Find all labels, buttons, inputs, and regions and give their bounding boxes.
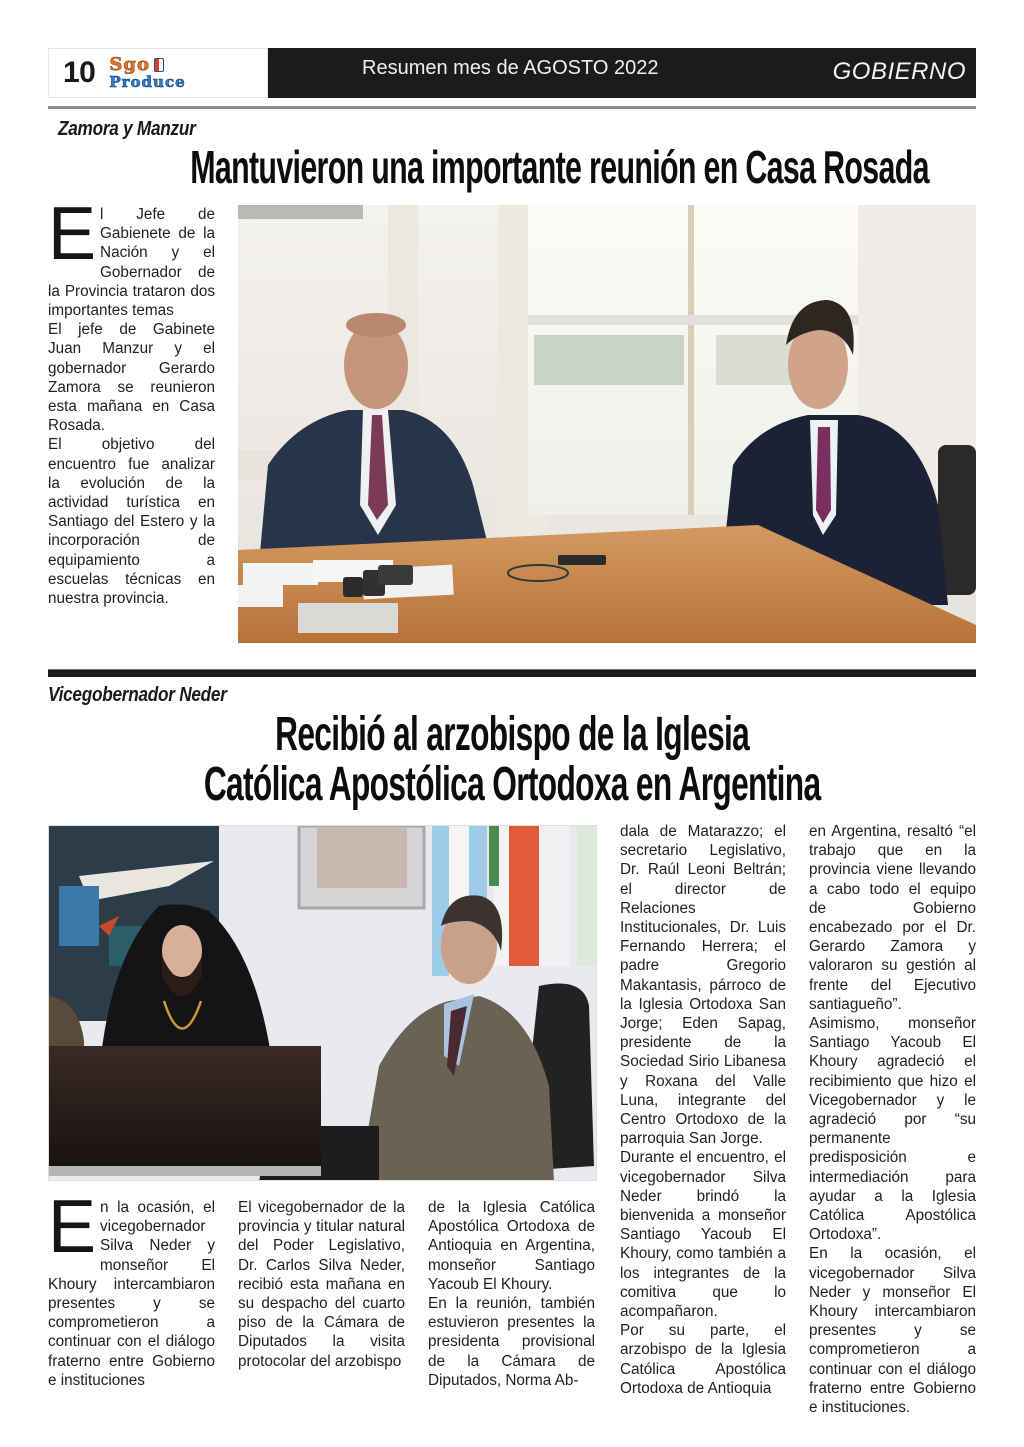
article2-column-4	[620, 822, 786, 1398]
publication-logo	[109, 56, 185, 90]
article2-headline-line2: Católica Apostólica Ortodoxa en Argentina	[203, 758, 821, 811]
article1-kicker: Zamora y Manzur	[58, 118, 196, 140]
article2-kicker: Vicegobernador Neder	[48, 684, 227, 706]
article2-paragraph: de la Iglesia Católica Apostólica Ortodoxa de Antioquia en Argentina, monseñor Santiago Yacoub El Khoury.	[428, 1199, 595, 1293]
article2-paragraph: En la reunión, también estuvieron presentes la presidenta provisional de la Cámara de Diputados, Norma Ab-	[428, 1295, 595, 1389]
page-number: 10	[63, 56, 96, 89]
article1-paragraph: El objetivo del encuentro fue analizar la evolución de la actividad turística en Santiago del Estero y la incorporación de equipamiento a escuelas técnicas en nuestra provincia.	[48, 436, 215, 608]
dropcap-letter: E	[48, 192, 97, 276]
issue-title: Resumen mes de AGOSTO 2022	[362, 57, 659, 79]
article2-paragraph: n la ocasión, el vicegobernador Silva Neder y monseñor El Khoury intercambiaron presentes y se comprometieron a continuar con el diálogo fraterno entre Gobierno e instituciones	[48, 1199, 215, 1389]
article2-column-2	[238, 1198, 405, 1371]
article2-column-1	[48, 1185, 215, 1390]
article1-headline-text: Mantuvieron una importante reunión en Casa Rosada	[190, 141, 929, 193]
page-header	[48, 48, 976, 98]
article2-paragraph: Asimismo, monseñor Santiago Yacoub El Khoury agradeció el recibimiento que hizo el Vicegobernador y le agradeció por “su permanente predisposición e intermediación para ayudar a la Iglesia Católica Apostólica Ortodoxa”.	[809, 1015, 976, 1244]
article1-dropcap	[48, 192, 97, 276]
article2-photo	[48, 825, 597, 1181]
article1-headline	[0, 142, 1024, 192]
article2-paragraph: dala de Matarazzo; el secretario Legislativo, Dr. Raúl Leoni Beltrán; el director de Relaciones Institucionales, Dr. Luis Fernando Herrera; el padre Gregorio Makantasis, párroco de la Iglesia Ortodoxa San Jorge; Eden Sapag, presidente de la Sociedad Sirio Libanesa y Roxana del Valle Luna, integrante del Centro Ortodoxo de la parroquia San Jorge.	[620, 823, 786, 1148]
article2-paragraph: El vicegobernador de la provincia y titular natural del Poder Legislativo, Dr. Carlos Silva Neder, recibió esta mañana en su despacho del cuarto piso de la Cámara de Diputados la visita protocolar del arzobispo	[238, 1199, 405, 1370]
article2-column-3	[428, 1198, 595, 1390]
article2-headline-line1: Recibió al arzobispo de la Iglesia	[274, 708, 750, 761]
article2-paragraph: en Argentina, resaltó “el trabajo que en la provincia viene llevando a cabo todo el equipo de Gobierno encabezado por el Dr. Gerardo Zamora y valoraron su gestión al frente del Ejecutivo santiagueño”.	[809, 823, 976, 1013]
archbishop-meeting-photo-illustration	[49, 826, 597, 1181]
article2-paragraph: En la ocasión, el vicegobernador Silva Neder y monseñor El Khoury intercambiaron presentes y se comprometieron a continuar con el diálogo fraterno entre Gobierno e instituciones.	[809, 1245, 976, 1417]
article2-paragraph: Por su parte, el arzobispo de la Iglesia Católica Apostólica Ortodoxa de Antioquia	[620, 1322, 786, 1397]
dropcap-letter: E	[48, 1185, 97, 1269]
article2-paragraph: Durante el encuentro, el vicegobernador Silva Neder brindó la bienvenida a monseñor Santiago Yacoub El Khoury, como también a los integrantes de la comitiva que lo acompañaron.	[620, 1149, 786, 1321]
section-label: GOBIERNO	[832, 58, 966, 85]
article2-dropcap	[48, 1185, 97, 1269]
article2-column-5	[809, 822, 976, 1417]
header-divider	[48, 106, 976, 109]
article1-body	[48, 192, 215, 608]
meeting-photo-illustration	[238, 205, 976, 643]
section-divider	[48, 669, 976, 677]
header-brand	[48, 48, 268, 98]
province-map-icon	[154, 58, 164, 72]
article1-paragraph: El jefe de Gabinete Juan Manzur y el gobernador Gerardo Zamora se reunieron esta mañana en Casa Rosada.	[48, 321, 215, 435]
article1-photo	[238, 205, 976, 643]
header-bar	[268, 48, 976, 98]
logo-text-sgo: Sgo	[109, 54, 150, 75]
logo-text-produce: Produce	[109, 73, 186, 91]
article1-paragraph: l Jefe de Gabienete de la Nación y el Gobernador de la Provincia trataron dos importantes temas	[48, 206, 215, 320]
article2-headline	[0, 710, 1024, 810]
